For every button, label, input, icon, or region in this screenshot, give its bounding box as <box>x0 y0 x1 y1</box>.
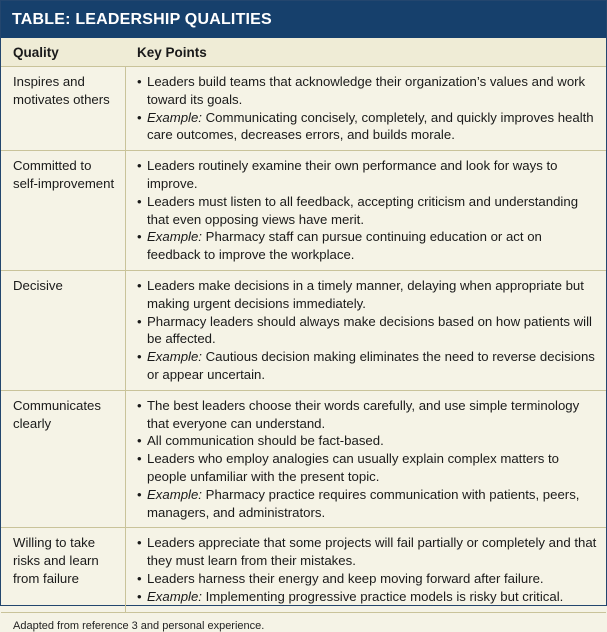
bullet-icon: • <box>137 229 142 245</box>
quality-cell: Inspires and motivates others <box>1 67 126 150</box>
table-row <box>1 151 606 271</box>
key-point-text <box>147 193 598 229</box>
bullet-icon: • <box>137 193 142 209</box>
key-points-cell <box>126 528 606 611</box>
key-point <box>137 450 598 486</box>
example-label: Example: <box>147 588 202 604</box>
key-point-body: Pharmacy staff can pursue continuing education or act on feedback to improve the workplace. <box>147 229 542 263</box>
table-title: TABLE: LEADERSHIP QUALITIES <box>1 1 606 38</box>
bullet-icon: • <box>137 277 142 293</box>
bullet-icon: • <box>137 451 142 467</box>
key-point <box>137 73 598 109</box>
key-point-body: Implementing progressive practice models is risky but critical. <box>201 588 564 604</box>
bullet-icon: • <box>137 74 142 89</box>
key-point <box>137 109 598 145</box>
key-point-text <box>147 157 598 193</box>
bullet-icon: • <box>137 313 142 329</box>
table-row <box>1 67 606 151</box>
bullet-icon: • <box>137 588 142 604</box>
bullet-icon: • <box>137 397 142 413</box>
key-point-text <box>147 348 598 384</box>
example-label: Example: <box>147 349 202 365</box>
key-points-cell <box>126 151 606 270</box>
table-body <box>1 67 606 613</box>
key-point <box>137 157 598 193</box>
table-row <box>1 271 606 391</box>
key-point-body: Leaders appreciate that some projects will fail partially or completely and that they must learn from their mistakes. <box>147 535 597 569</box>
key-point-body: Pharmacy practice requires communication with patients, peers, managers, and administrators. <box>147 486 580 520</box>
key-point-body: Pharmacy leaders should always make decisions based on how patients will be affected. <box>147 313 592 347</box>
header-key-points: Key Points <box>137 44 207 60</box>
bullet-icon: • <box>137 486 142 502</box>
key-points-cell <box>126 67 606 150</box>
table-row <box>1 391 606 529</box>
key-point <box>137 588 598 606</box>
key-point-body: Leaders make decisions in a timely manner, delaying when appropriate but making urgent decisions immediately. <box>147 277 584 311</box>
key-point <box>137 277 598 313</box>
key-point-text <box>147 432 598 450</box>
key-point-body: Leaders harness their energy and keep moving forward after failure. <box>147 570 544 586</box>
key-point-text <box>147 588 598 606</box>
key-point-text <box>147 73 598 109</box>
key-point-body: Leaders build teams that acknowledge their organization’s values and work toward its goals. <box>147 74 586 107</box>
key-point <box>137 486 598 522</box>
key-point-text <box>147 570 598 588</box>
key-point <box>137 432 598 450</box>
key-point <box>137 228 598 264</box>
example-label: Example: <box>147 229 202 245</box>
key-point-body: Leaders routinely examine their own performance and look for ways to improve. <box>147 158 558 191</box>
key-point <box>137 193 598 229</box>
key-points-cell <box>126 271 606 390</box>
key-point-text <box>147 313 598 349</box>
key-point-text <box>147 277 598 313</box>
key-point <box>137 348 598 384</box>
key-point <box>137 313 598 349</box>
bullet-icon: • <box>137 158 142 174</box>
bullet-icon: • <box>137 570 142 586</box>
key-point-text <box>147 486 598 522</box>
key-point <box>137 570 598 588</box>
quality-cell: Communicates clearly <box>1 391 126 528</box>
key-point-text <box>147 397 598 433</box>
bullet-icon: • <box>137 109 142 125</box>
quality-cell: Decisive <box>1 271 126 390</box>
key-point-body: Leaders must listen to all feedback, accepting criticism and understanding that even opposing views have merit. <box>147 193 579 227</box>
key-points-cell <box>126 391 606 528</box>
key-point-body: Cautious decision making eliminates the need to reverse decisions or appear uncertain. <box>147 349 595 382</box>
key-point-body: All communication should be fact-based. <box>147 433 384 449</box>
key-point <box>137 534 598 570</box>
example-label: Example: <box>147 486 202 502</box>
key-point-body: Leaders who employ analogies can usually explain complex matters to people unfamiliar with the present topic. <box>147 451 559 484</box>
key-point-body: Communicating concisely, completely, and quickly improves health care outcomes, decreases errors, and builds morale. <box>147 109 594 143</box>
key-point-body: The best leaders choose their words carefully, and use simple terminology that everyone can understand. <box>147 397 580 431</box>
key-point-text <box>147 228 598 264</box>
key-point-text <box>147 109 598 145</box>
key-point-text <box>147 450 598 486</box>
example-label: Example: <box>147 109 202 125</box>
bullet-icon: • <box>137 349 142 365</box>
table-footnote: Adapted from reference 3 and personal experience. <box>13 619 265 632</box>
quality-cell: Willing to take risks and learn from failure <box>1 528 126 611</box>
table-header-row <box>1 38 606 67</box>
header-quality: Quality <box>13 44 59 60</box>
table-row <box>1 528 606 612</box>
bullet-icon: • <box>137 433 142 449</box>
quality-cell: Committed to self-improvement <box>1 151 126 270</box>
key-point-text <box>147 534 598 570</box>
bullet-icon: • <box>137 535 142 551</box>
key-point <box>137 397 598 433</box>
